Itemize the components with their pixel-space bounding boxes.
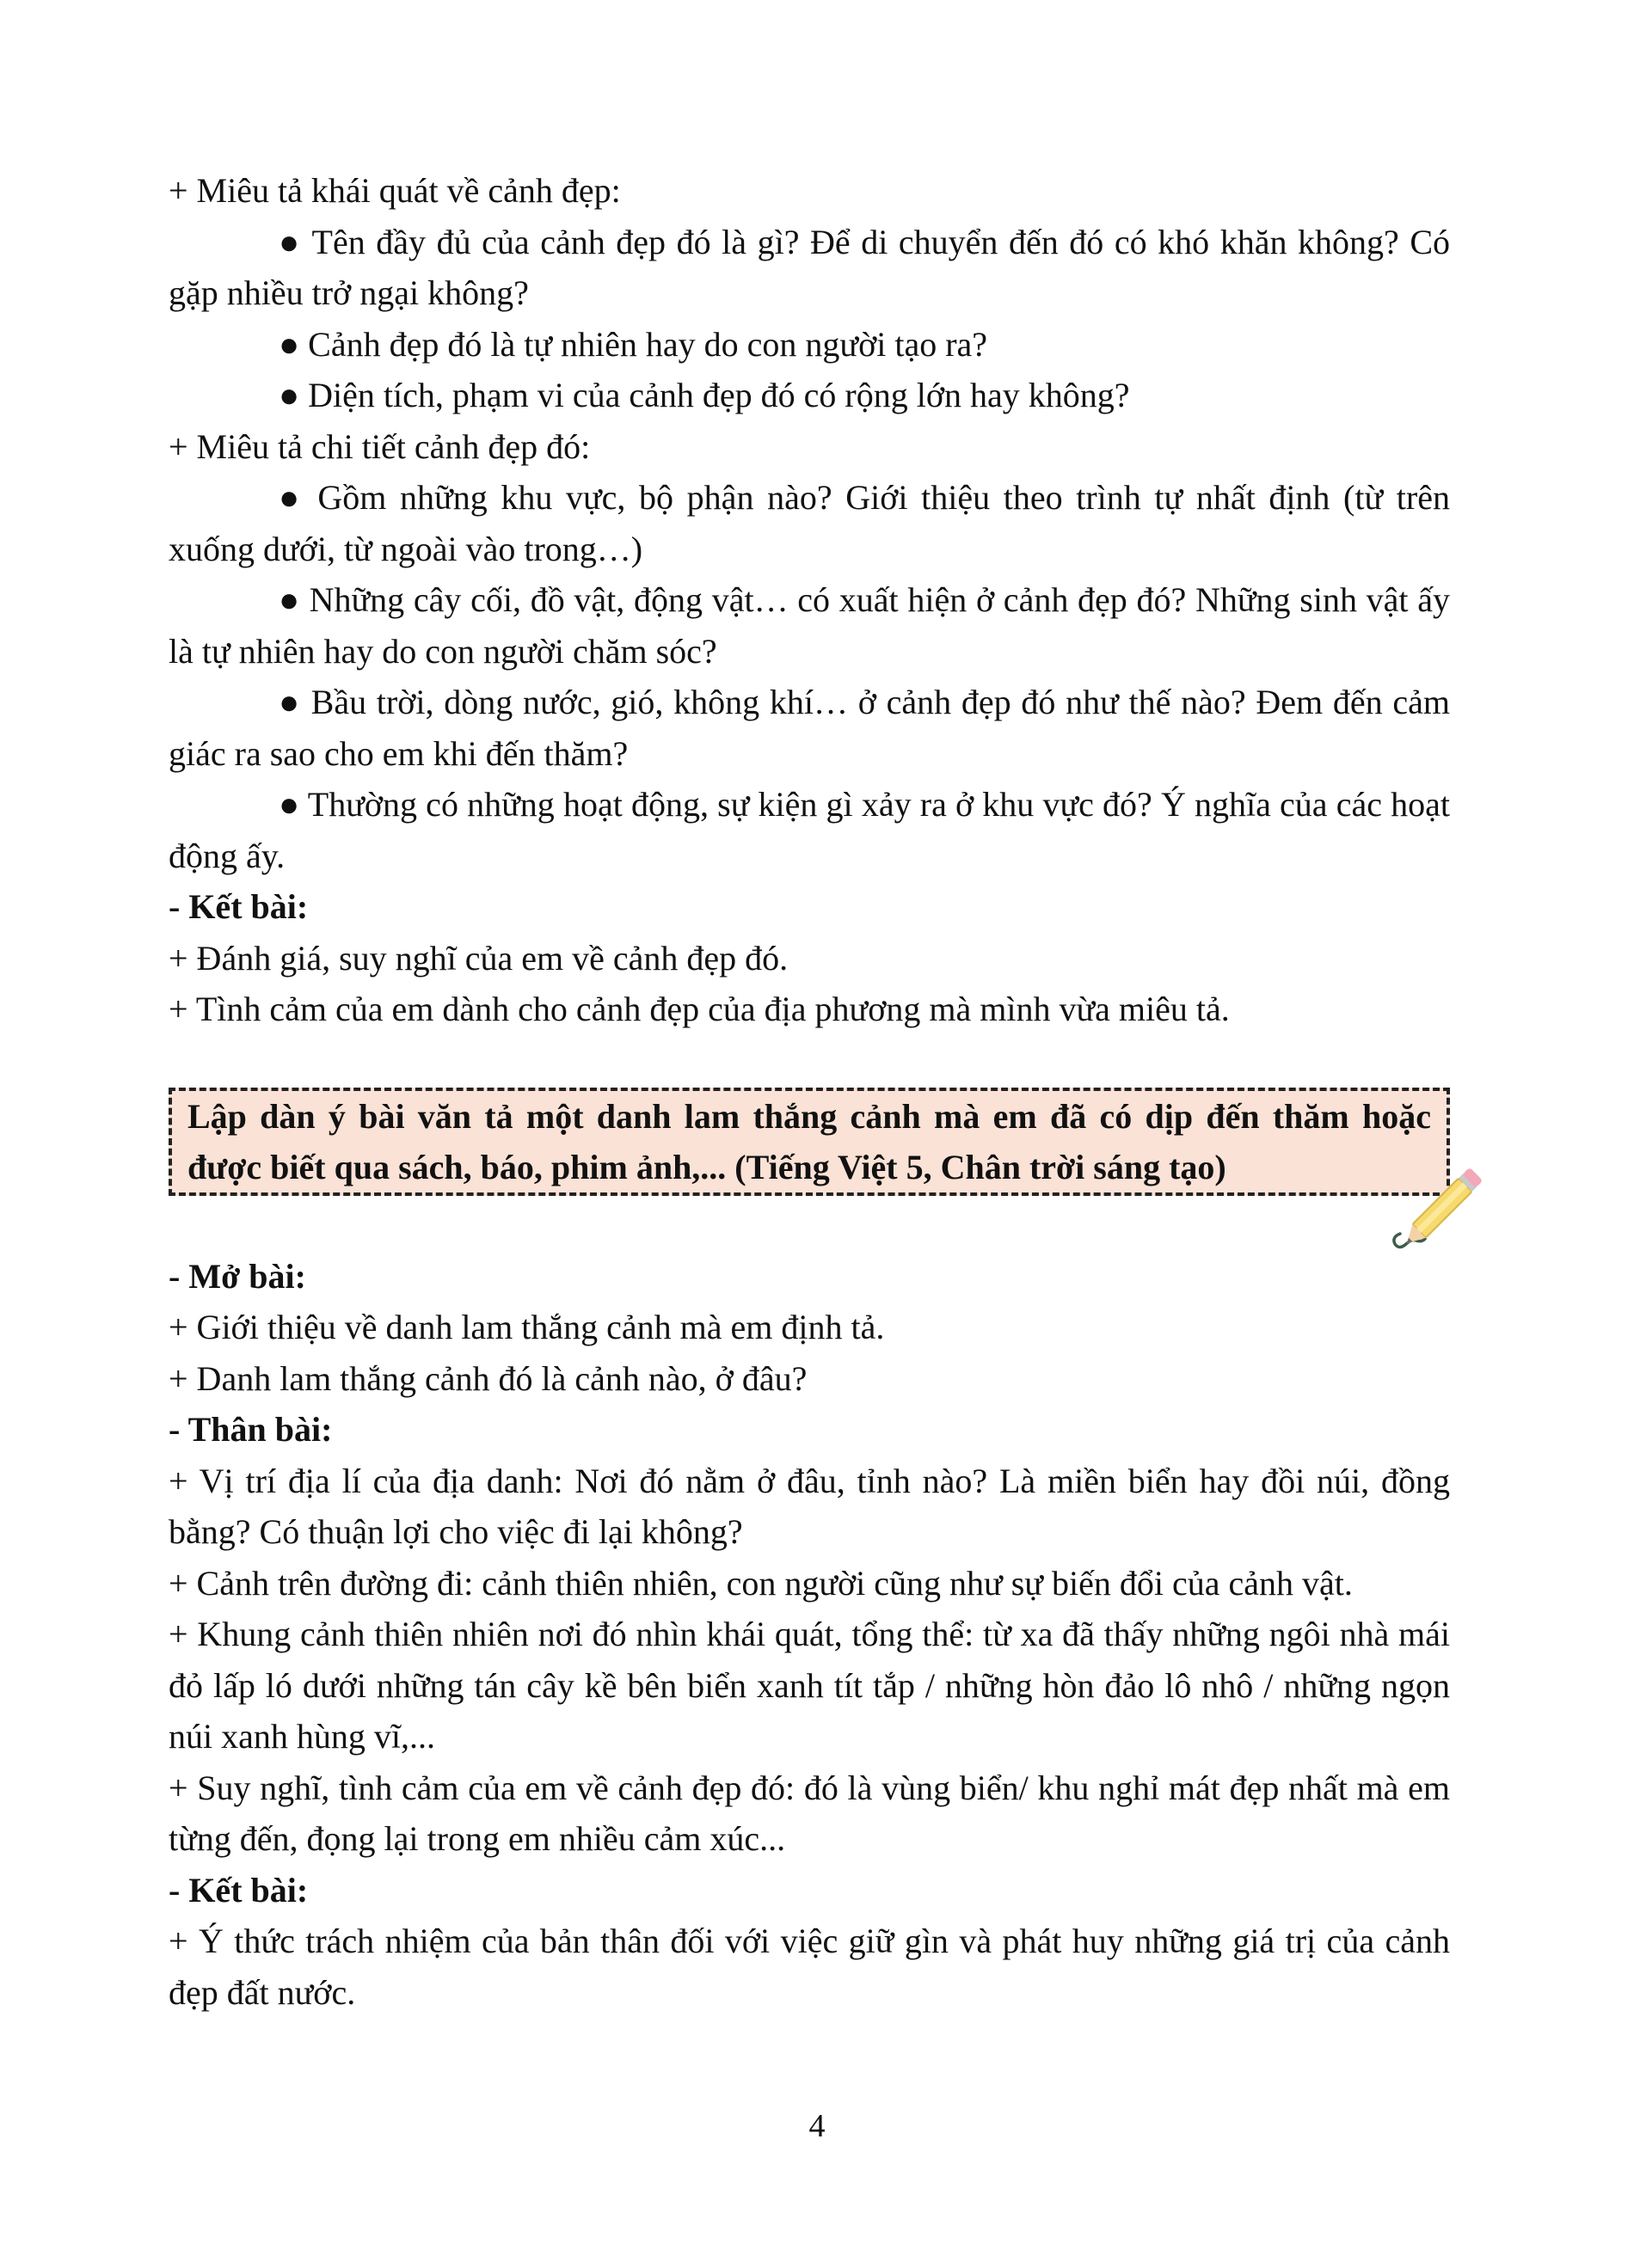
ending-item: + Đánh giá, suy nghĩ của em về cảnh đẹp đó.: [169, 938, 789, 978]
page-number: 4: [808, 2108, 826, 2144]
body-item: + Suy nghĩ, tình cảm của em về cảnh đẹp đó: đó là vùng biển/ khu nghỉ mát đẹp nhất mà em từng đến, đọng lại trong em nhiều cảm xúc...: [169, 1768, 1450, 1858]
body-heading: - Thân bài:: [169, 1410, 333, 1449]
detail-item: ● Bầu trời, dòng nước, gió, không khí… ở cảnh đẹp đó như thế nào? Đem đến cảm giác ra sao cho em khi đến thăm?: [169, 683, 1450, 773]
ending-item: + Ý thức trách nhiệm của bản thân đối với việc giữ gìn và phát huy những giá trị của cảnh đẹp đất nước.: [169, 1922, 1450, 2012]
opening-item: + Danh lam thắng cảnh đó là cảnh nào, ở đâu?: [169, 1358, 808, 1398]
opening-item: + Giới thiệu về danh lam thắng cảnh mà em định tả.: [169, 1308, 885, 1346]
body-item: + Vị trí địa lí của địa danh: Nơi đó nằm ở đâu, tỉnh nào? Là miền biển hay đồi núi, đồng bằng? Có thuận lợi cho việc đi lại không?: [169, 1461, 1450, 1551]
overview-item: ● Diện tích, phạm vi của cảnh đẹp đó có rộng lớn hay không?: [279, 376, 1130, 414]
ending-item: + Tình cảm của em dành cho cảnh đẹp của địa phương mà mình vừa miêu tả.: [169, 990, 1230, 1028]
body-item: + Cảnh trên đường đi: cảnh thiên nhiên, con người cũng như sự biến đổi của cảnh vật.: [169, 1563, 1353, 1603]
ending-heading: - Kết bài:: [169, 887, 309, 926]
overview-item: ● Cảnh đẹp đó là tự nhiên hay do con người tạo ra?: [279, 324, 988, 364]
document-page: [169, 165, 1450, 2018]
assignment-title: Lập dàn ý bài văn tả một danh lam thắng cảnh mà em đã có dịp đến thăm hoặc được biết qua sách, báo, phim ảnh,... (Tiếng Việt 5, Chân trời sáng tạo): [187, 1096, 1431, 1186]
pencil-icon: [1388, 1155, 1491, 1258]
ending-heading: - Kết bài:: [169, 1870, 309, 1909]
assignment-callout: [169, 1088, 1450, 1196]
overview-item: ● Tên đầy đủ của cảnh đẹp đó là gì? Để di chuyển đến đó có khó khăn không? Có gặp nhiều trở ngại không?: [169, 222, 1450, 312]
detail-item: ● Những cây cối, đồ vật, động vật… có xuất hiện ở cảnh đẹp đó? Những sinh vật ấy là tự nhiên hay do con người chăm sóc?: [169, 580, 1450, 671]
body-item: + Khung cảnh thiên nhiên nơi đó nhìn khái quát, tổng thể: từ xa đã thấy những ngôi nhà mái đỏ lấp ló dưới những tán cây kề bên biển xanh tít tắp / những hòn đảo lô nhô / những ngọn núi xanh hùng vĩ,...: [169, 1615, 1450, 1756]
detail-item: ● Thường có những hoạt động, sự kiện gì xảy ra ở khu vực đó? Ý nghĩa của các hoạt động ấy.: [169, 785, 1450, 875]
opening-heading: - Mở bài:: [169, 1256, 306, 1296]
detail-item: ● Gồm những khu vực, bộ phận nào? Giới thiệu theo trình tự nhất định (từ trên xuống dưới, từ ngoài vào trong…): [169, 478, 1450, 568]
overview-heading: + Miêu tả khái quát về cảnh đẹp:: [169, 171, 621, 210]
detail-heading: + Miêu tả chi tiết cảnh đẹp đó:: [169, 426, 591, 466]
